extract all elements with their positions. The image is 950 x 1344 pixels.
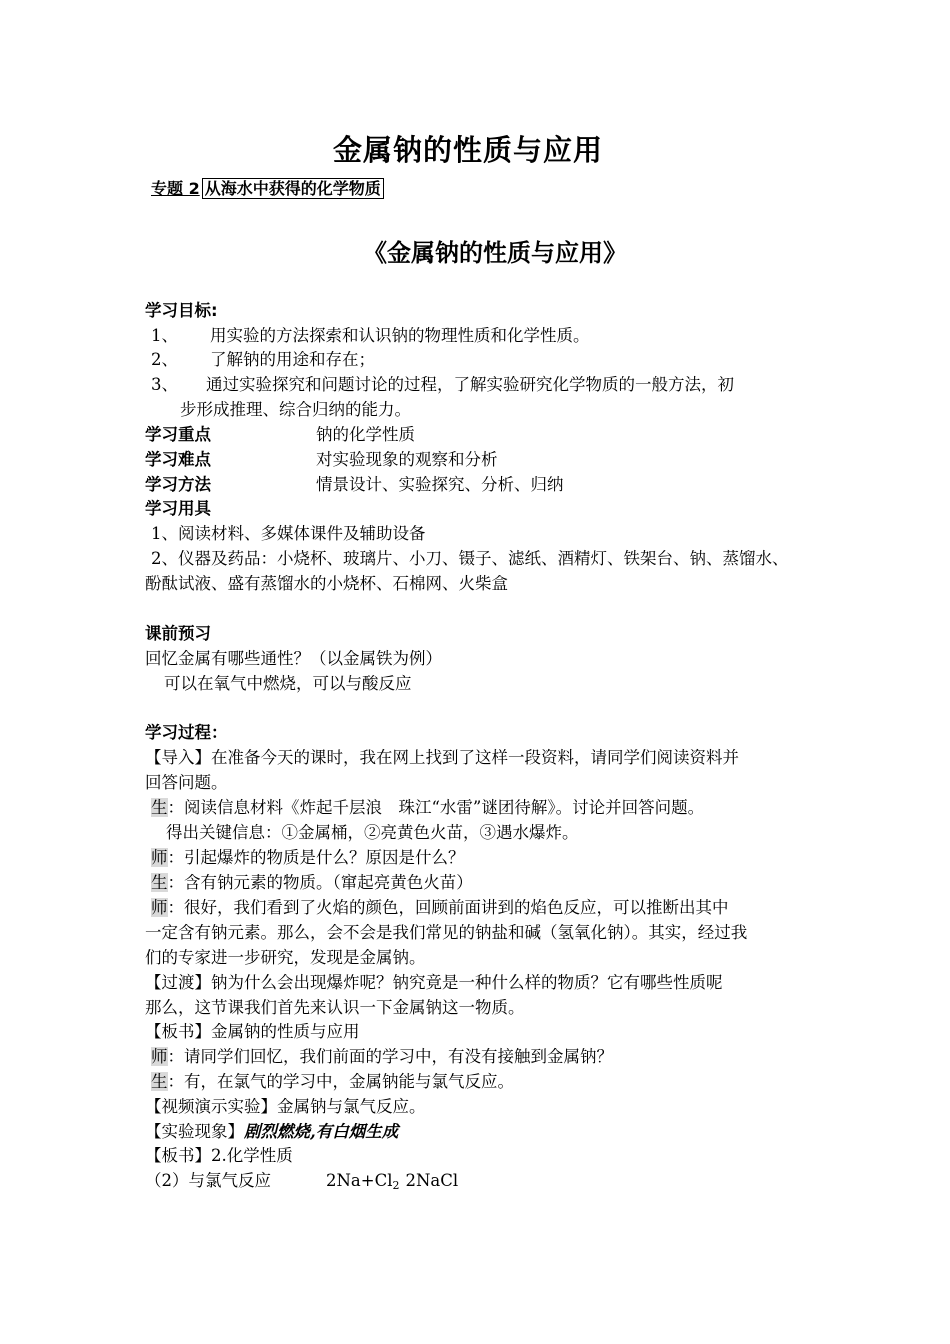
tools-line-2: 2、仪器及药品：小烧杯、玻璃片、小刀、镊子、滤纸、酒精灯、铁架台、钠、蒸馏水、: [151, 549, 789, 568]
teacher-line-2-cont-2: 们的专家进一步研究，发现是金属钠。: [145, 948, 426, 967]
tools-line-1: 1、阅读材料、多媒体课件及辅助设备: [151, 524, 426, 543]
chemical-equation: [326, 1170, 458, 1197]
goal-num: 1、: [151, 326, 178, 345]
method-label: 学习方法: [145, 475, 211, 494]
teacher-line-3: [151, 1046, 613, 1068]
preview-heading: 课前预习: [145, 624, 211, 643]
key-point-label: 学习重点: [145, 425, 211, 444]
preview-answer: 可以在氧气中燃烧，可以与酸反应: [164, 674, 412, 693]
transition-line-2: 那么，这节课我们首先来认识一下金属钠这一物质。: [145, 998, 525, 1017]
topic-label: 专题 2: [151, 179, 200, 198]
teacher-text: ：引起爆炸的物质是什么？原因是什么？: [167, 848, 465, 867]
reaction-line: [145, 1170, 459, 1192]
student-label: 生: [151, 1072, 168, 1091]
reaction-label: （2）与氯气反应: [145, 1171, 271, 1190]
phenomenon-line: [145, 1121, 398, 1143]
equation-right: 2NaCl: [405, 1171, 459, 1190]
board-note-2: 【板书】2.化学性质: [145, 1146, 293, 1165]
document-title: 金属钠的性质与应用: [332, 133, 603, 167]
teacher-text: ：请同学们回忆，我们前面的学习中，有没有接触到金属钠？: [167, 1047, 613, 1066]
student-text: ：有，在氯气的学习中，金属钠能与氯气反应。: [167, 1072, 514, 1091]
difficulty-row: [145, 449, 498, 471]
difficulty-label: 学习难点: [145, 450, 211, 469]
teacher-label: 师: [151, 898, 168, 917]
board-note-1: 【板书】金属钠的性质与应用: [145, 1022, 360, 1041]
goal-item-2: [151, 349, 375, 371]
student-label: 生: [151, 873, 168, 892]
preview-question: 回忆金属有哪些通性？（以金属铁为例）: [145, 649, 442, 668]
phenomenon-text: 剧烈燃烧,有白烟生成: [244, 1122, 399, 1141]
method-row: [145, 474, 564, 496]
phenomenon-label: 【实验现象】: [145, 1122, 244, 1141]
intro-line-1: 【导入】在准备今天的课时，我在网上找到了这样一段资料，请同学们阅读资料并: [145, 748, 739, 767]
process-heading: 学习过程：: [145, 723, 228, 742]
goal-num: 2、: [151, 350, 178, 369]
goal-item-3: [151, 374, 734, 396]
goal-text: 了解钠的用途和存在；: [210, 350, 375, 369]
student-line-3: [151, 1071, 514, 1093]
video-demo-line: 【视频演示实验】金属钠与氯气反应。: [145, 1097, 426, 1116]
goal-item-1: [151, 325, 590, 347]
tools-heading: 学习用具: [145, 499, 211, 518]
teacher-label: 师: [151, 1047, 168, 1066]
goal-text: 用实验的方法探索和认识钠的物理性质和化学性质。: [210, 326, 590, 345]
topic-name: 从海水中获得的化学物质: [202, 178, 384, 199]
difficulty-value: 对实验现象的观察和分析: [316, 450, 498, 469]
tools-line-3: 酚酞试液、盛有蒸馏水的小烧杯、石棉网、火柴盒: [145, 574, 508, 593]
lesson-subtitle: 《金属钠的性质与应用》: [363, 239, 627, 267]
key-point-value: 钠的化学性质: [316, 425, 415, 444]
student-text: ：阅读信息材料《炸起千层浪 珠江“水雷”谜团待解》。讨论并回答问题。: [167, 798, 705, 817]
teacher-line-2: [151, 897, 729, 919]
student-line-1-cont: 得出关键信息：①金属桶，②亮黄色火苗，③遇水爆炸。: [166, 823, 579, 842]
student-text: ：含有钠元素的物质。（窜起亮黄色火苗）: [167, 873, 473, 892]
student-line-2: [151, 872, 473, 894]
goal-text: 通过实验探究和问题讨论的过程，了解实验研究化学物质的一般方法，初: [206, 375, 734, 394]
teacher-label: 师: [151, 848, 168, 867]
student-label: 生: [151, 798, 168, 817]
goal-item-3-cont: 步形成推理、综合归纳的能力。: [180, 400, 411, 419]
intro-line-2: 回答问题。: [145, 773, 228, 792]
teacher-line-2-cont-1: 一定含有钠元素。那么，会不会是我们常见的钠盐和碱（氢氧化钠）。其实，经过我: [145, 923, 748, 942]
method-value: 情景设计、实验探究、分析、归纳: [316, 475, 564, 494]
equation-left: 2Na+Cl: [326, 1171, 393, 1190]
teacher-line-1: [151, 847, 465, 869]
key-point-row: [145, 424, 415, 446]
transition-line-1: 【过渡】钠为什么会出现爆炸呢？钠究竟是一种什么样的物质？它有哪些性质呢: [145, 973, 723, 992]
teacher-text: ：很好，我们看到了火焰的颜色，回顾前面讲到的焰色反应，可以推断出其中: [167, 898, 729, 917]
equation-subscript: 2: [392, 1179, 400, 1192]
topic-line: [151, 176, 384, 199]
goals-heading: 学习目标:: [145, 301, 218, 320]
goal-num: 3、: [151, 375, 178, 394]
student-line-1: [151, 797, 704, 819]
